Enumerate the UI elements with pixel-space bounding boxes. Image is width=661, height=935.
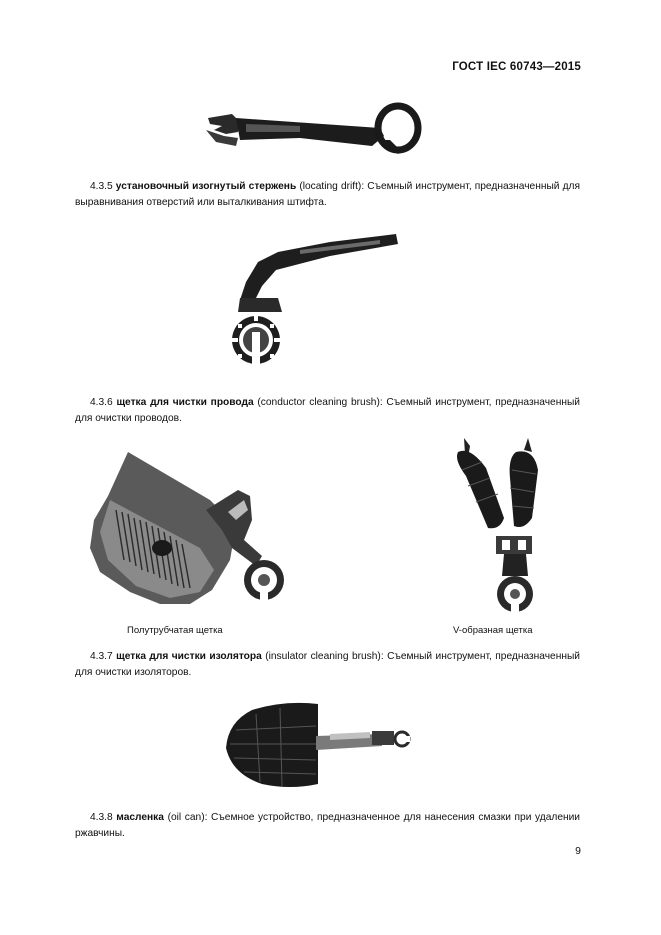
section-english: (insulator cleaning brush) — [265, 651, 381, 662]
section-english: (conductor cleaning brush) — [257, 397, 380, 408]
document-header: ГОСТ IEC 60743—2015 — [452, 61, 581, 73]
section-4-3-5 — [75, 179, 580, 211]
section-4-3-7 — [75, 649, 580, 681]
section-definition: : Съемный инструмент, предназначенный для очистки проводов. — [75, 397, 580, 424]
caption-half-tube-brush: Полутрубчатая щетка — [127, 625, 223, 636]
caption-v-brush: V-образная щетка — [453, 625, 533, 636]
section-number: 4.3.7 — [90, 651, 113, 662]
section-number: 4.3.6 — [90, 397, 113, 408]
section-term: щетка для чистки провода — [116, 397, 254, 408]
section-4-3-6 — [75, 395, 580, 427]
section-term: масленка — [116, 812, 164, 823]
section-english: (locating drift) — [299, 181, 362, 192]
section-definition: : Съемный инструмент, предназначенный для выравнивания отверстий или выталкивания штифта. — [75, 181, 580, 208]
section-definition: : Съемное устройство, предназначенное для нанесения смазки при удалении ржавчины. — [75, 812, 580, 839]
section-definition: : Съемный инструмент, предназначенный для очистки изоляторов. — [75, 651, 580, 678]
section-term: установочный изогнутый стержень — [115, 181, 297, 192]
section-english: (oil can) — [167, 812, 205, 823]
section-4-3-8 — [75, 810, 580, 842]
page-number: 9 — [575, 845, 581, 857]
section-number: 4.3.8 — [90, 812, 113, 823]
section-number: 4.3.5 — [90, 181, 113, 192]
section-term: щетка для чистки изолятора — [116, 651, 262, 662]
